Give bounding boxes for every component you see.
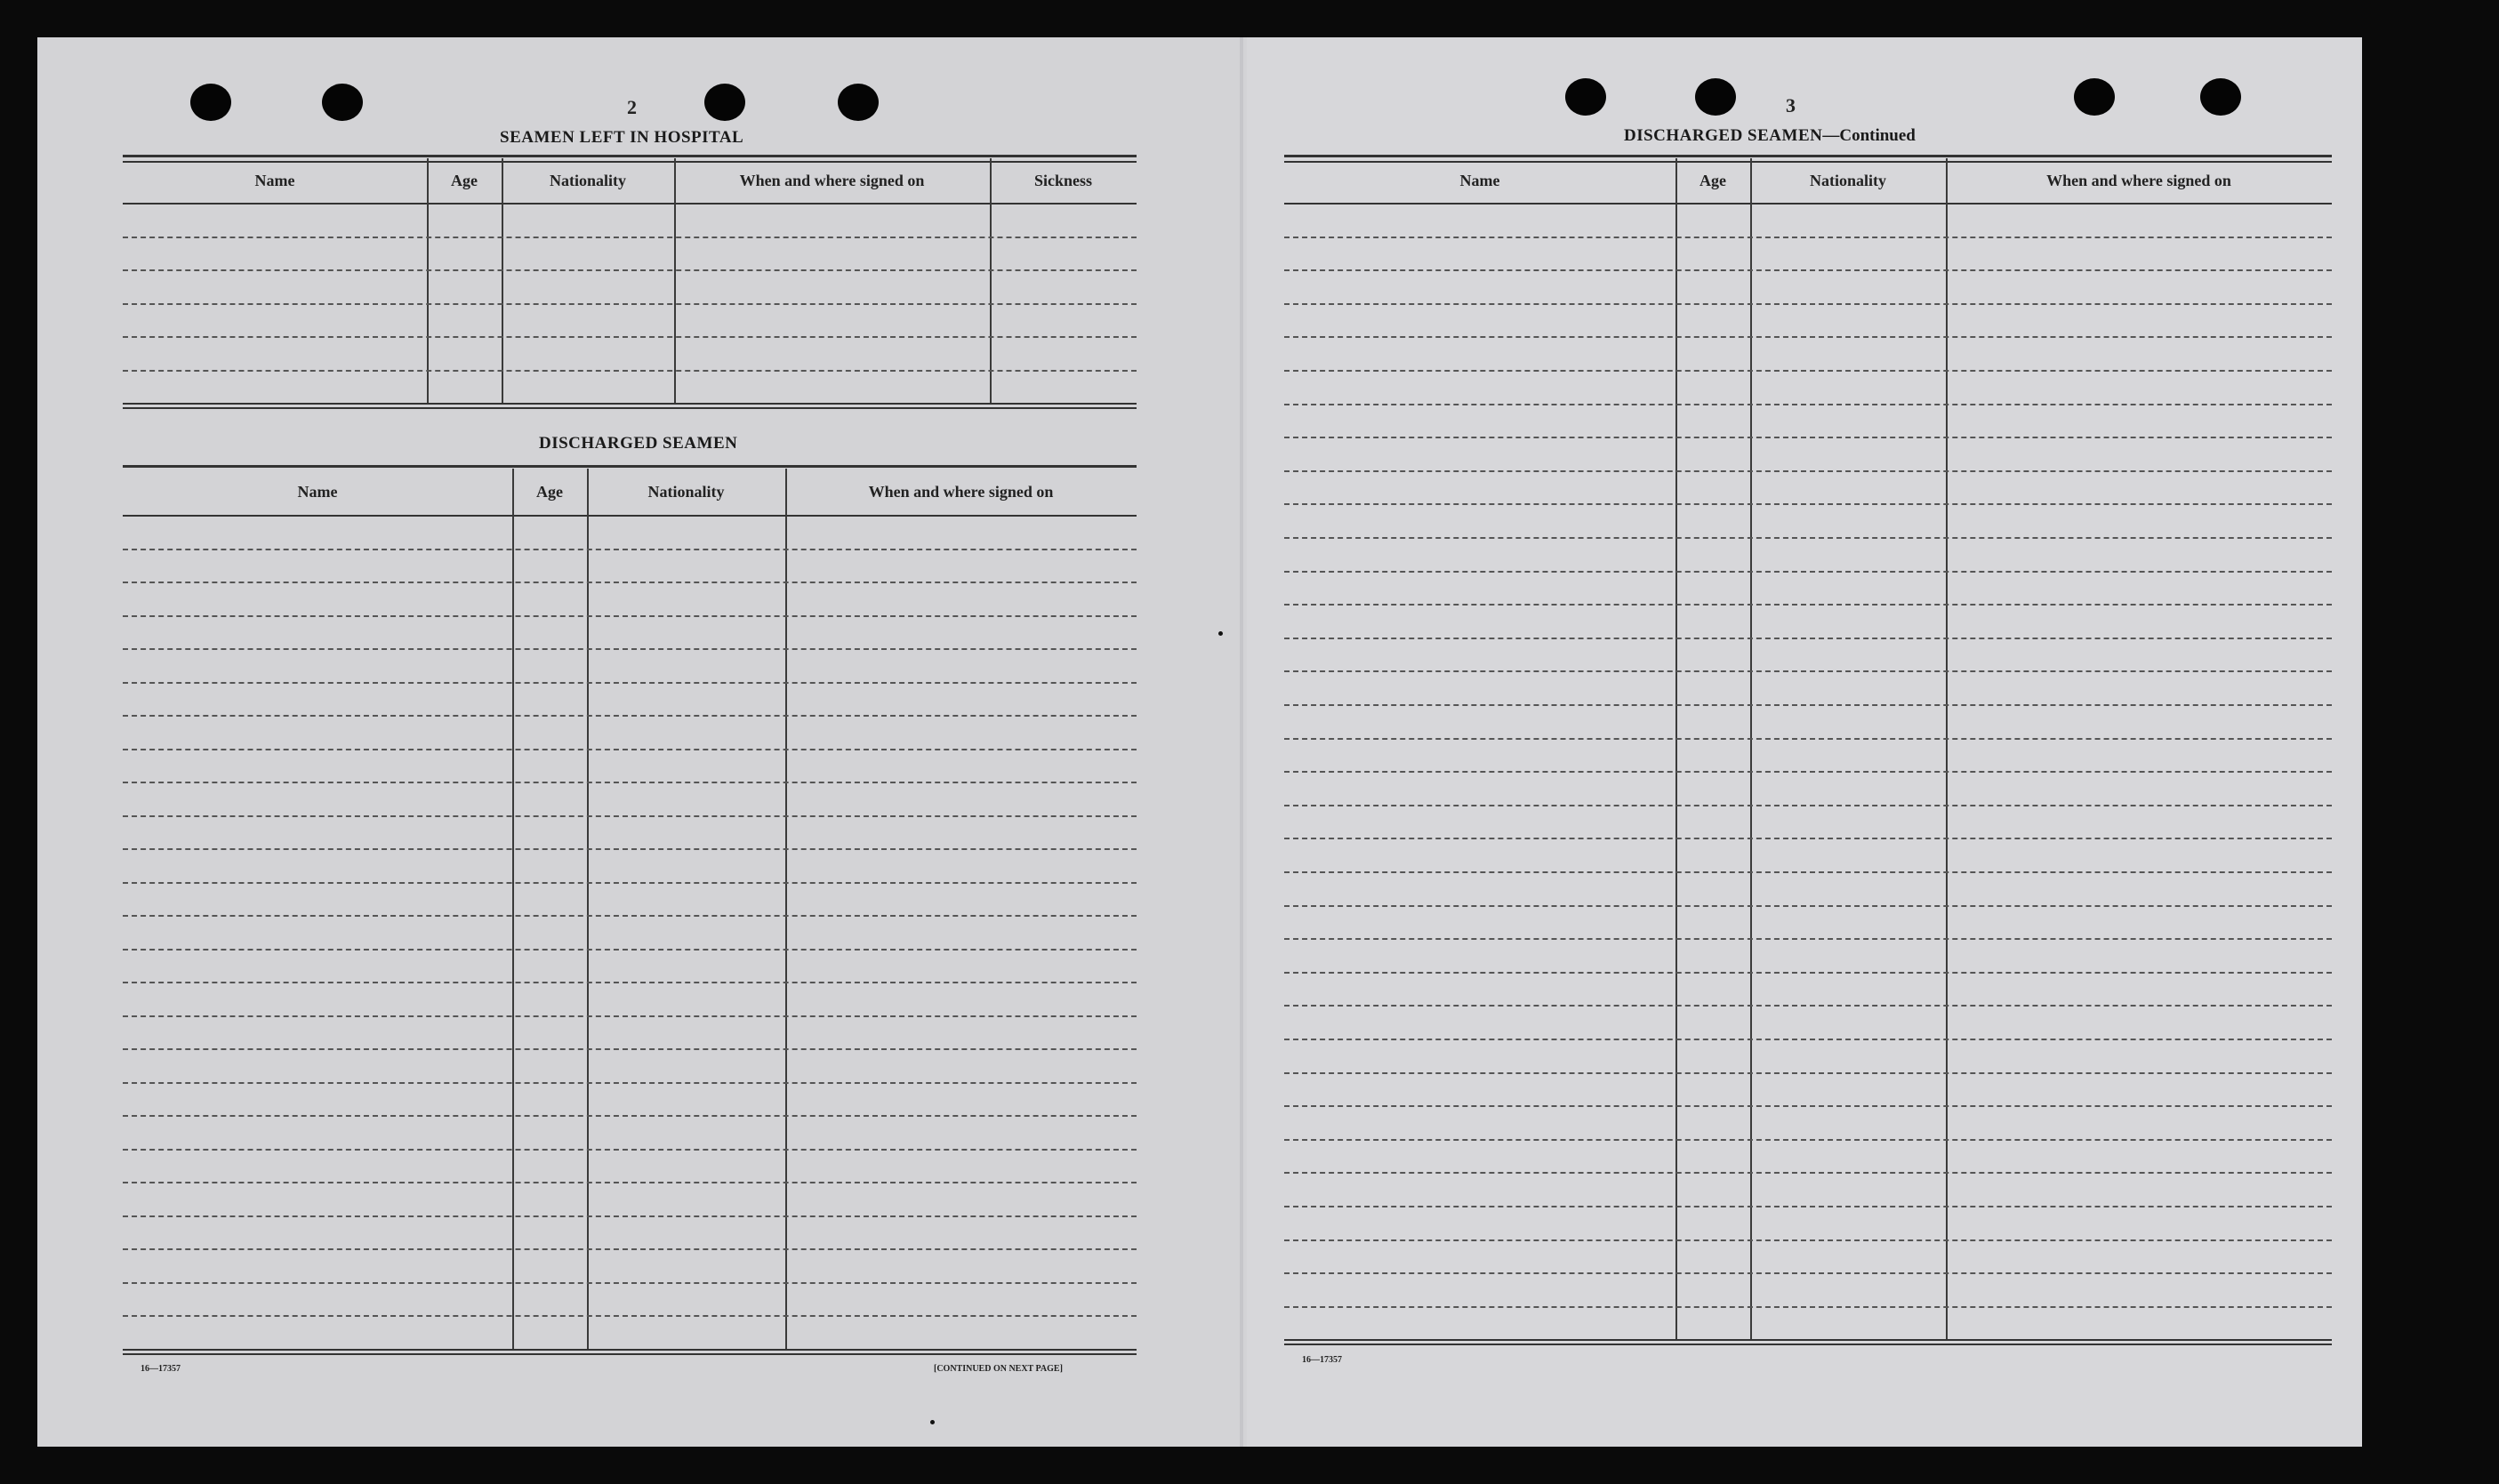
ink-speck xyxy=(1218,631,1223,636)
table-row xyxy=(123,882,1137,884)
table-row xyxy=(1284,871,2332,873)
column-header: When and where signed on xyxy=(739,172,925,189)
table-row xyxy=(1284,237,2332,238)
table-header-rule xyxy=(1284,203,2332,205)
table-row xyxy=(1284,838,2332,839)
table-row xyxy=(1284,1005,2332,1007)
column-divider xyxy=(1946,158,1948,1339)
discharged-table xyxy=(123,465,1137,1392)
column-header: When and where signed on xyxy=(2046,172,2231,189)
table-row xyxy=(1284,1139,2332,1141)
ink-speck xyxy=(930,1420,935,1424)
column-divider xyxy=(502,158,503,403)
table-row xyxy=(1284,805,2332,806)
table-row xyxy=(123,269,1137,271)
table-row xyxy=(123,1282,1137,1284)
table-row xyxy=(123,949,1137,951)
column-header: Age xyxy=(1699,172,1726,189)
table-top-rule xyxy=(123,161,1137,163)
table-bottom-rule xyxy=(1284,1344,2332,1345)
table-top-rule xyxy=(123,465,1137,468)
document-sheet xyxy=(37,37,2362,1447)
table-top-rule xyxy=(123,155,1137,157)
column-header: Age xyxy=(451,172,478,189)
column-divider xyxy=(1750,158,1752,1339)
table-row xyxy=(123,549,1137,550)
table-bottom-rule xyxy=(123,1353,1137,1355)
table-row xyxy=(1284,1206,2332,1207)
table-bottom-rule xyxy=(123,1349,1137,1351)
table-row xyxy=(123,815,1137,817)
table-row xyxy=(123,1149,1137,1151)
table-header-rule xyxy=(123,203,1137,205)
column-header: Name xyxy=(254,172,295,189)
page-number-right: 3 xyxy=(1786,94,1796,116)
table-top-rule xyxy=(1284,155,2332,157)
hospital-section-title: SEAMEN LEFT IN HOSPITAL xyxy=(500,128,744,147)
table-row xyxy=(1284,370,2332,372)
table-row xyxy=(123,715,1137,717)
table-row xyxy=(1284,303,2332,305)
table-row xyxy=(1284,503,2332,505)
table-row xyxy=(123,237,1137,238)
table-row xyxy=(123,1248,1137,1250)
punch-hole xyxy=(190,84,231,121)
table-row xyxy=(123,582,1137,583)
table-row xyxy=(123,1015,1137,1017)
table-row xyxy=(1284,437,2332,438)
punch-hole xyxy=(1695,78,1736,116)
column-header: Nationality xyxy=(647,483,725,501)
punch-hole xyxy=(838,84,879,121)
continued-note: [CONTINUED ON NEXT PAGE] xyxy=(934,1364,1063,1374)
column-header: Nationality xyxy=(549,172,626,189)
table-row xyxy=(123,370,1137,372)
form-number-right: 16—17357 xyxy=(1302,1355,1342,1365)
table-row xyxy=(123,1082,1137,1084)
table-row xyxy=(123,848,1137,850)
table-row xyxy=(1284,1039,2332,1040)
table-row xyxy=(1284,1072,2332,1074)
column-header: Age xyxy=(536,483,563,501)
punch-hole xyxy=(2200,78,2241,116)
table-row xyxy=(1284,1105,2332,1107)
page-fold xyxy=(1240,37,1243,1447)
table-bottom-rule xyxy=(1284,1339,2332,1341)
discharged-section-title: DISCHARGED SEAMEN xyxy=(539,434,738,453)
page-number-left: 2 xyxy=(627,96,637,118)
table-bottom-rule xyxy=(123,403,1137,405)
discharged-continued-title-main: DISCHARGED SEAMEN xyxy=(1624,126,1823,145)
table-row xyxy=(123,782,1137,783)
form-number-left: 16—17357 xyxy=(141,1364,181,1374)
table-row xyxy=(123,303,1137,305)
table-row xyxy=(1284,571,2332,573)
table-row xyxy=(123,682,1137,684)
discharged-continued-title xyxy=(1624,126,1916,146)
table-row xyxy=(123,336,1137,338)
table-row xyxy=(1284,604,2332,606)
table-row xyxy=(1284,404,2332,405)
table-row xyxy=(123,749,1137,750)
table-row xyxy=(1284,771,2332,773)
table-row xyxy=(1284,670,2332,672)
table-row xyxy=(1284,269,2332,271)
table-row xyxy=(123,1315,1137,1317)
column-header: When and where signed on xyxy=(868,483,1054,501)
column-header: Sickness xyxy=(1033,172,1093,189)
punch-hole xyxy=(704,84,745,121)
table-row xyxy=(1284,938,2332,940)
table-row xyxy=(123,982,1137,983)
punch-hole xyxy=(322,84,363,121)
table-row xyxy=(1284,336,2332,338)
table-row xyxy=(1284,972,2332,974)
table-row xyxy=(1284,537,2332,539)
table-row xyxy=(1284,1172,2332,1174)
table-row xyxy=(123,648,1137,650)
table-row xyxy=(123,615,1137,617)
table-row xyxy=(1284,704,2332,706)
table-row xyxy=(123,1215,1137,1217)
table-bottom-rule xyxy=(123,407,1137,409)
table-row xyxy=(1284,1306,2332,1308)
column-divider xyxy=(990,158,992,403)
punch-hole xyxy=(2074,78,2115,116)
discharged-continued-table xyxy=(1284,155,2332,1387)
table-row xyxy=(123,1048,1137,1050)
table-row xyxy=(1284,470,2332,472)
column-divider xyxy=(1675,158,1677,1339)
column-header: Name xyxy=(297,483,338,501)
column-header: Nationality xyxy=(1809,172,1886,189)
discharged-continued-title-suffix: —Continued xyxy=(1822,126,1916,145)
table-row xyxy=(1284,1272,2332,1274)
table-header-rule xyxy=(123,515,1137,517)
table-row xyxy=(1284,738,2332,740)
table-row xyxy=(1284,638,2332,639)
punch-hole xyxy=(1565,78,1606,116)
column-divider xyxy=(674,158,676,403)
table-row xyxy=(123,1182,1137,1183)
table-row xyxy=(123,1115,1137,1117)
table-row xyxy=(123,915,1137,917)
column-divider xyxy=(427,158,429,403)
table-top-rule xyxy=(1284,161,2332,163)
hospital-table xyxy=(123,155,1137,457)
column-header: Name xyxy=(1459,172,1500,189)
table-row xyxy=(1284,1239,2332,1241)
table-row xyxy=(1284,905,2332,907)
